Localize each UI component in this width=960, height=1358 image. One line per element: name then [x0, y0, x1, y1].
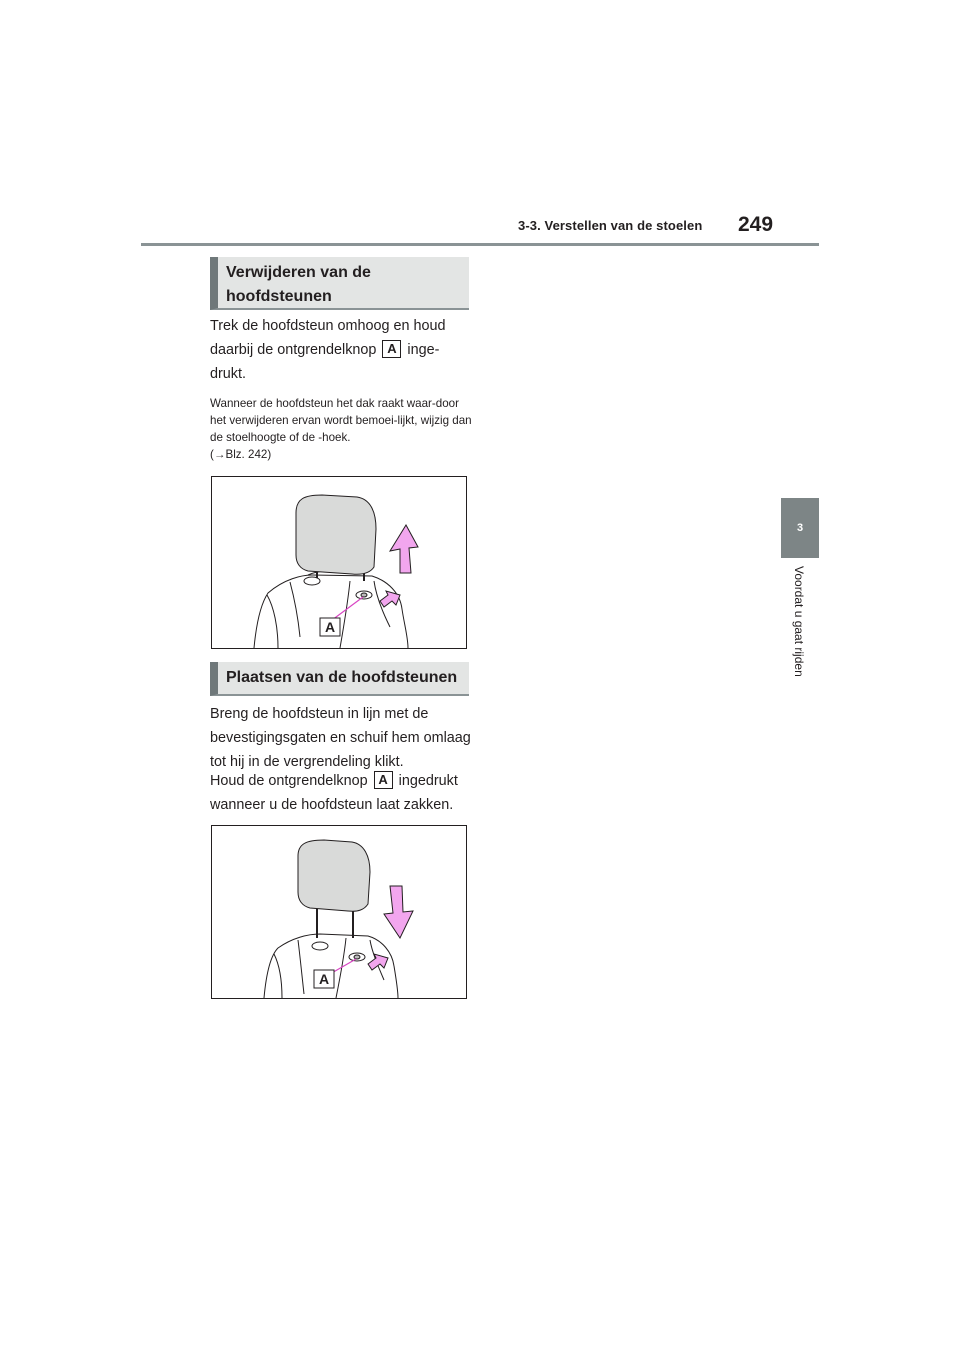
- note-remove: [210, 395, 472, 463]
- section-heading-remove: Verwijderen van de hoofdsteunen: [210, 257, 469, 310]
- instruction-install: Breng de hoofdsteun in lijn met de bevestigingsgaten en schuif hem omlaag tot hij in de vergrendeling klikt.: [210, 706, 471, 770]
- chapter-title: Voordat u gaat rijden: [792, 566, 806, 677]
- figure-remove-headrest: [211, 476, 467, 649]
- instruction-remove: [210, 314, 472, 386]
- header-divider: [141, 243, 819, 246]
- section-heading-install: Plaatsen van de hoofdsteunen: [210, 662, 469, 696]
- instruction-text-end: ingedrukt wanneer u de hoofdsteun laat zakken.: [210, 773, 458, 813]
- instruction-text-end: inge-drukt.: [210, 342, 440, 382]
- note-text: Wanneer de hoofdsteun het dak raakt waar-door het verwijderen ervan wordt bemoei-lijkt, wijzig dan de stoelhoogte of de -hoek.: [210, 397, 472, 444]
- release-button-label: A: [382, 340, 401, 358]
- instruction-text: Trek de hoofdsteun omhoog en houd daarbij de ontgrendelknop: [210, 318, 446, 358]
- page-reference: (→Blz. 242): [210, 448, 272, 461]
- push-arrow: [368, 954, 388, 970]
- figure-label: A: [318, 971, 330, 987]
- section-header: 3-3. Verstellen van de stoelen: [518, 218, 703, 233]
- figure-install-headrest: [211, 825, 467, 999]
- push-arrow: [380, 591, 400, 607]
- chapter-number: 3: [796, 522, 804, 534]
- chapter-tab: [781, 498, 819, 558]
- page-number: 249: [738, 213, 774, 236]
- figure-label: A: [324, 619, 336, 635]
- down-arrow: [384, 886, 413, 938]
- release-button-label: A: [374, 771, 393, 789]
- instruction-text: Houd de ontgrendelknop: [210, 773, 368, 789]
- instruction-install-2: [210, 769, 472, 817]
- up-arrow: [390, 525, 418, 573]
